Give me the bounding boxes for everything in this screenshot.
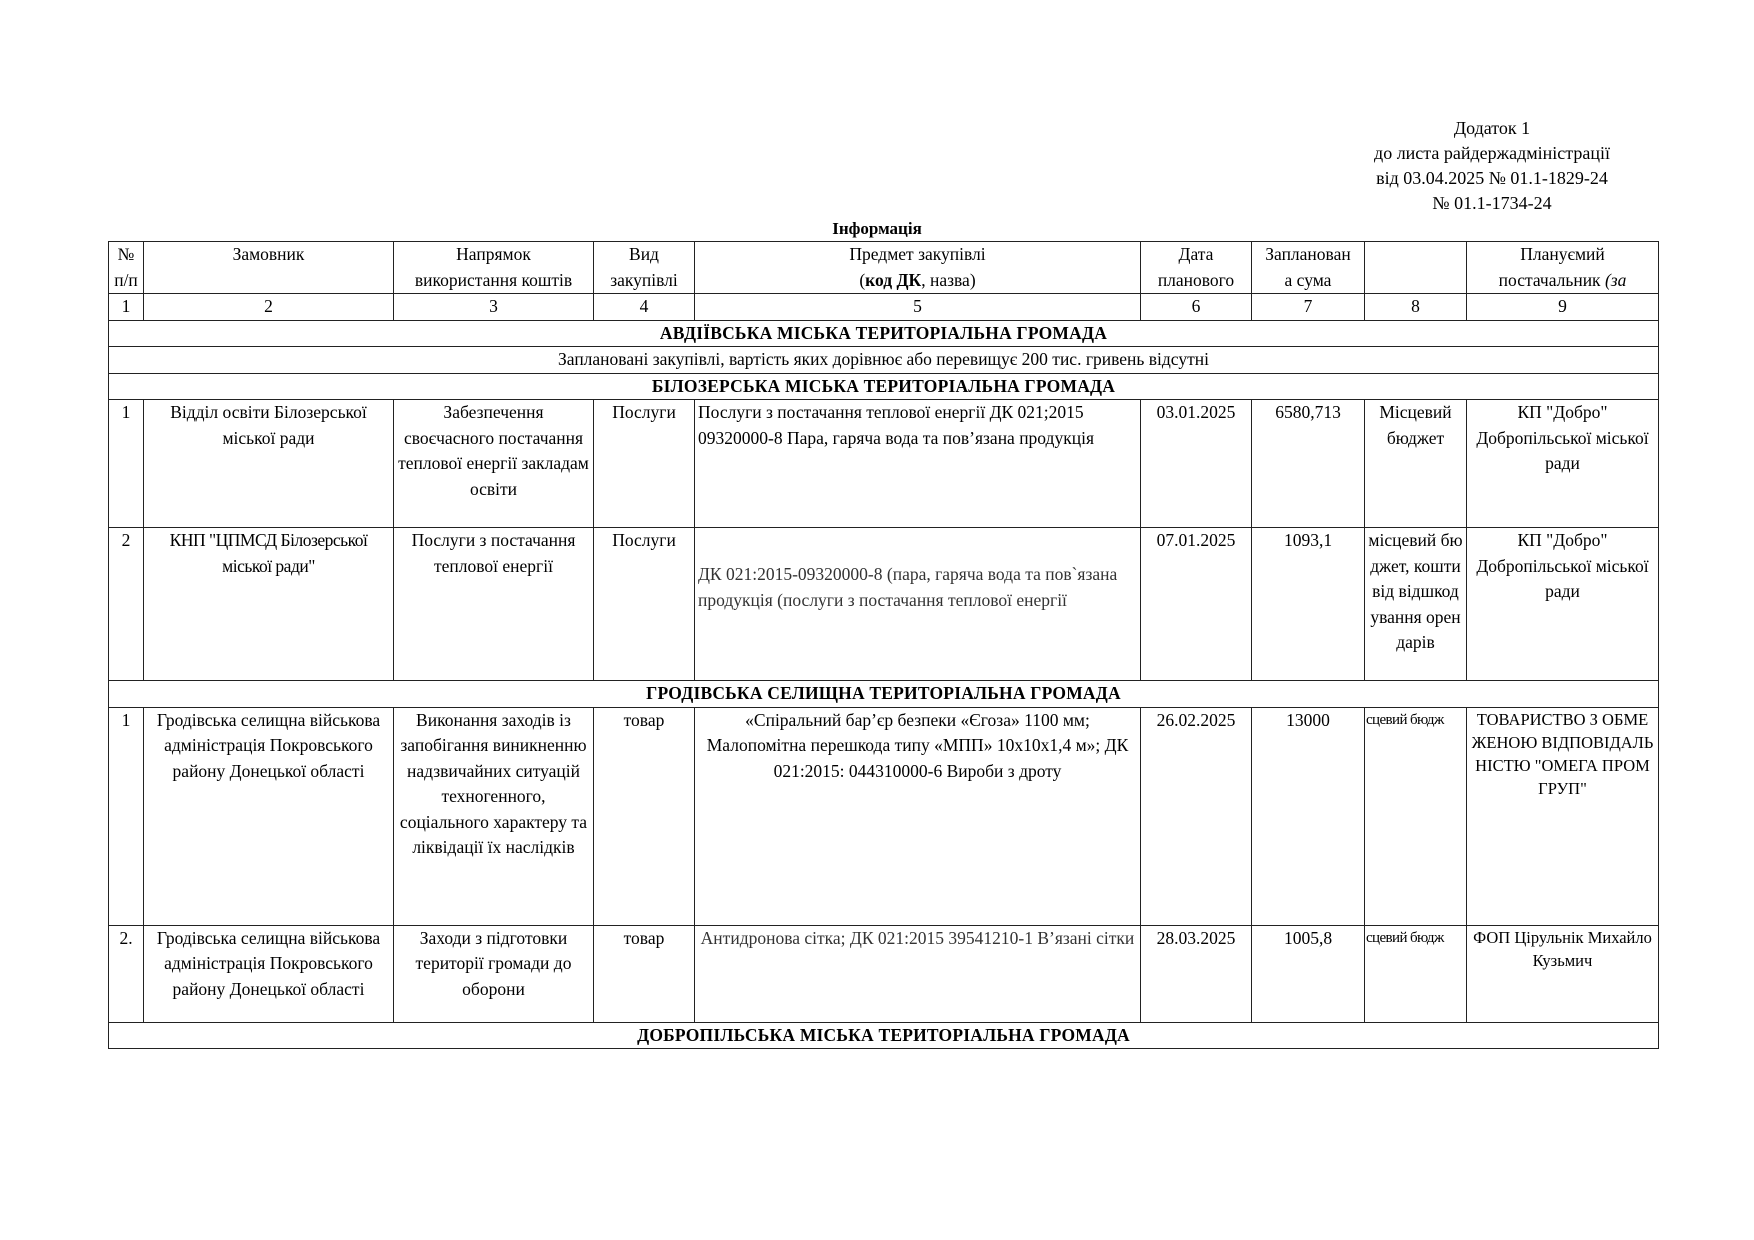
amount-cell: 1093,1 xyxy=(1252,528,1365,681)
header-supplier: Плануємий постачальник (за xyxy=(1467,242,1659,294)
customer-cell: Гродівська селищна військова адміністрація Покровського району Донецької області xyxy=(144,707,394,925)
subject-cell: ДК 021:2015-09320000-8 (пара, гаряча вода та пов`язана продукція (послуги з постачання теплової енергії xyxy=(695,528,1141,681)
section-header-avdiivka xyxy=(109,320,1659,347)
row-number: 1 xyxy=(109,707,144,925)
customer-cell: Відділ освіти Білозерської міської ради xyxy=(144,400,394,528)
section-note-row xyxy=(109,347,1659,374)
type-cell: товар xyxy=(594,925,695,1022)
table-row xyxy=(109,707,1659,925)
annex-letter-number-2: № 01.1-1734-24 xyxy=(1432,193,1552,213)
supplier-cell: КП "Добро" Добропільської міської ради xyxy=(1467,400,1659,528)
header-date: Дата планового xyxy=(1141,242,1252,294)
amount-cell: 6580,713 xyxy=(1252,400,1365,528)
date-cell: 03.01.2025 xyxy=(1141,400,1252,528)
funding-cell: Місцевий бюджет xyxy=(1365,400,1467,528)
header-no: № п/п xyxy=(109,242,144,294)
supplier-cell: ФОП Цірульнік Михайло Кузьмич xyxy=(1467,925,1659,1022)
subject-cell: «Спіральний бар’єр безпеки «Єгоза» 1100 мм; Малопомітна перешкода типу «МПП» 10х10х1,4 м»; ДК 021:2015: 044310000-6 Вироби з дроту xyxy=(695,707,1141,925)
column-number: 6 xyxy=(1141,294,1252,321)
column-number: 2 xyxy=(144,294,394,321)
column-number: 1 xyxy=(109,294,144,321)
subject-cell: Антидронова сітка; ДК 021:2015 39541210-1 В’язані сітки xyxy=(695,925,1141,1022)
header-amount: Запланован а сума xyxy=(1252,242,1365,294)
section-header-hrodivka xyxy=(109,681,1659,708)
annex-block xyxy=(1342,116,1642,216)
amount-cell: 13000 xyxy=(1252,707,1365,925)
table-row xyxy=(109,400,1659,528)
header-customer: Замовник xyxy=(144,242,394,294)
section-note: Заплановані закупівлі, вартість яких дорівнює або перевищує 200 тис. гривень відсутні xyxy=(109,347,1659,374)
row-number: 1 xyxy=(109,400,144,528)
supplier-cell: КП "Добро" Добропільської міської ради xyxy=(1467,528,1659,681)
column-number: 7 xyxy=(1252,294,1365,321)
annex-title: Додаток 1 xyxy=(1453,118,1531,138)
section-header-dobropillia xyxy=(109,1022,1659,1049)
purpose-cell: Послуги з постачання теплової енергії xyxy=(394,528,594,681)
header-purpose: Напрямок використання коштів xyxy=(394,242,594,294)
table-row xyxy=(109,925,1659,1022)
column-number: 9 xyxy=(1467,294,1659,321)
header-funding xyxy=(1365,242,1467,294)
funding-cell: сцевий бюдж xyxy=(1365,707,1467,925)
purpose-cell: Заходи з підготовки території громади до оборони xyxy=(394,925,594,1022)
section-title: АВДІЇВСЬКА МІСЬКА ТЕРИТОРІАЛЬНА ГРОМАДА xyxy=(109,320,1659,347)
section-title: БІЛОЗЕРСЬКА МІСЬКА ТЕРИТОРІАЛЬНА ГРОМАДА xyxy=(109,373,1659,400)
funding-cell: сцевий бюдж xyxy=(1365,925,1467,1022)
date-cell: 26.02.2025 xyxy=(1141,707,1252,925)
column-number: 4 xyxy=(594,294,695,321)
type-cell: Послуги xyxy=(594,528,695,681)
column-number-row xyxy=(109,294,1659,321)
section-title: ДОБРОПІЛЬСЬКА МІСЬКА ТЕРИТОРІАЛЬНА ГРОМАДА xyxy=(109,1022,1659,1049)
section-title: ГРОДІВСЬКА СЕЛИЩНА ТЕРИТОРІАЛЬНА ГРОМАДА xyxy=(109,681,1659,708)
annex-reference: до листа райдержадміністрації xyxy=(1374,143,1610,163)
header-type: Вид закупівлі xyxy=(594,242,695,294)
purpose-cell: Забезпечення своєчасного постачання теплової енергії закладам освіти xyxy=(394,400,594,528)
section-header-bilozerska xyxy=(109,373,1659,400)
customer-cell: Гродівська селищна військова адміністрація Покровського району Донецької області xyxy=(144,925,394,1022)
row-number: 2 xyxy=(109,528,144,681)
date-cell: 07.01.2025 xyxy=(1141,528,1252,681)
supplier-cell: ТОВАРИСТВО З ОБМЕЖЕНОЮ ВІДПОВІДАЛЬНІСТЮ "ОМЕГА ПРОМ ГРУП" xyxy=(1467,707,1659,925)
header-subject: Предмет закупівлі (код ДК, назва) xyxy=(695,242,1141,294)
date-cell: 28.03.2025 xyxy=(1141,925,1252,1022)
type-cell: Послуги xyxy=(594,400,695,528)
type-cell: товар xyxy=(594,707,695,925)
column-number: 3 xyxy=(394,294,594,321)
table-row xyxy=(109,528,1659,681)
customer-cell: КНП "ЦПМСД Білозерської міської ради" xyxy=(144,528,394,681)
amount-cell: 1005,8 xyxy=(1252,925,1365,1022)
column-number: 8 xyxy=(1365,294,1467,321)
column-number: 5 xyxy=(695,294,1141,321)
funding-cell: місцевий бюджет, кошти від відшкодування орендарів xyxy=(1365,528,1467,681)
row-number: 2. xyxy=(109,925,144,1022)
document-title: Інформація xyxy=(832,219,922,238)
subject-cell: Послуги з постачання теплової енергії ДК 021;2015 09320000-8 Пара, гаряча вода та пов’язана продукція xyxy=(695,400,1141,528)
table-header-row xyxy=(109,242,1659,294)
purpose-cell: Виконання заходів із запобігання виникненню надзвичайних ситуацій техногенного, соціального характеру та ліквідації їх наслідків xyxy=(394,707,594,925)
procurement-table xyxy=(108,241,1659,1049)
annex-letter-number: від 03.04.2025 № 01.1-1829-24 xyxy=(1376,168,1608,188)
